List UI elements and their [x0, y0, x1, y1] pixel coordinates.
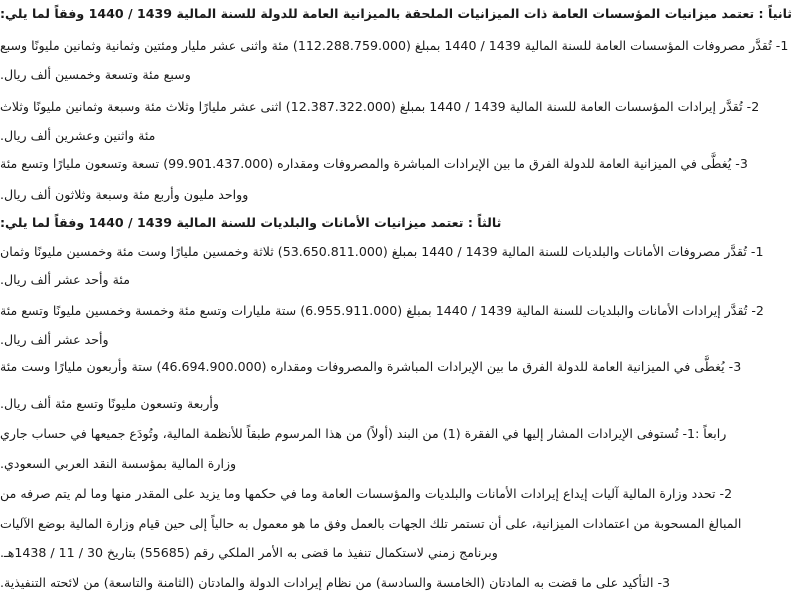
paragraph-line: 2- تحدد وزارة المالية آليات إيداع إيرادات الأمانات والبلديات والمؤسسات العامة وما في حكمها وما يزيد على المقدر منها وما لم يتم صرفه من: [0, 486, 733, 501]
paragraph-line: 2- تُقدَّر إيرادات الأمانات والبلديات للسنة المالية 1439 / 1440 بمبلغ (6.955.911.000) ستة مليارات وتسع مئة وخمسة وخمسين مليونًا وتسع مئة: [0, 303, 764, 318]
paragraph-line: رابعاً :1- تُستوفى الإيرادات المشار إليها في الفقرة (1) من البند (أولاً) من هذا المرسوم طبقاً للأنظمة المالية، وتُودَع جميعها في حساب جاري: [0, 426, 727, 441]
paragraph-line: 1- تُقدَّر مصروفات الأمانات والبلديات للسنة المالية 1439 / 1440 بمبلغ (53.650.811.000) ثلاثة وخمسين مليارًا وست مئة وخمسين مليونًا وثمان: [0, 244, 764, 259]
paragraph-line: وسبع مئة وتسعة وخمسين ألف ريال.: [0, 67, 191, 82]
paragraph-line: وأربعة وتسعون مليونًا وتسع مئة ألف ريال.: [0, 396, 220, 411]
paragraph-line: مئة واثنين وعشرين ألف ريال.: [0, 128, 156, 143]
section-heading: ثالثاً : تعتمد ميزانيات الأمانات والبلديات للسنة المالية 1439 / 1440 وفقاً لما يلي:: [0, 215, 502, 230]
paragraph-line: 3- يُغطَّى في الميزانية العامة للدولة الفرق ما بين الإيرادات المباشرة والمصروفات ومقداره (46.694.900.000) ستة وأربعون مليارًا وست مئة: [0, 359, 742, 374]
paragraph-line: 3- التأكيد على ما قضت به المادتان (الخامسة والسادسة) من نظام إيرادات الدولة والمادتان (الثامنة والتاسعة) من لائحته التنفيذية.: [0, 575, 671, 590]
paragraph-line: 2- تُقدَّر إيرادات المؤسسات العامة للسنة المالية 1439 / 1440 بمبلغ (12.387.322.000) اثنى عشر مليارًا وثلاث مئة وسبعة وثمانين مليونًا وثلاث: [0, 99, 760, 114]
paragraph-line: مئة وأحد عشر ألف ريال.: [0, 272, 130, 287]
paragraph-line: وأحد عشر ألف ريال.: [0, 332, 109, 347]
paragraph-line: وزارة المالية بمؤسسة النقد العربي السعودي.: [0, 456, 237, 471]
paragraph-line: 3- يُغطَّى في الميزانية العامة للدولة الفرق ما بين الإيرادات المباشرة والمصروفات ومقداره (99.901.437.000) تسعة وتسعون مليارًا وتسع مئة: [0, 156, 748, 171]
paragraph-line: وبرنامج زمني لاستكمال تنفيذ ما قضى به الأمر الملكي رقم (55685) بتاريخ 30 / 11 / 1438هـ.: [0, 545, 498, 560]
paragraph-line: وواحد مليون وأربع مئة وسبعة وثلاثون ألف ريال.: [0, 187, 249, 202]
paragraph-line: 1- تُقدَّر مصروفات المؤسسات العامة للسنة المالية 1439 / 1440 بمبلغ (112.288.759.000) مئة واثنى عشر مليار ومئتين وثمانية وثمانين مليونًا وسبع: [0, 38, 789, 53]
section-heading: ثانياً : تعتمد ميزانيات المؤسسات العامة ذات الميزانيات الملحقة بالميزانية العامة للدولة للسنة المالية 1439 / 1440 وفقاً لما يلي:: [0, 6, 793, 21]
paragraph-line: المبالغ المسحوبة من اعتمادات الميزانية، على أن تستمر تلك الجهات بالعمل وفق ما هو معمول به حالياً إلى حين قيام وزارة المالية بوضع الآليات: [0, 516, 742, 531]
